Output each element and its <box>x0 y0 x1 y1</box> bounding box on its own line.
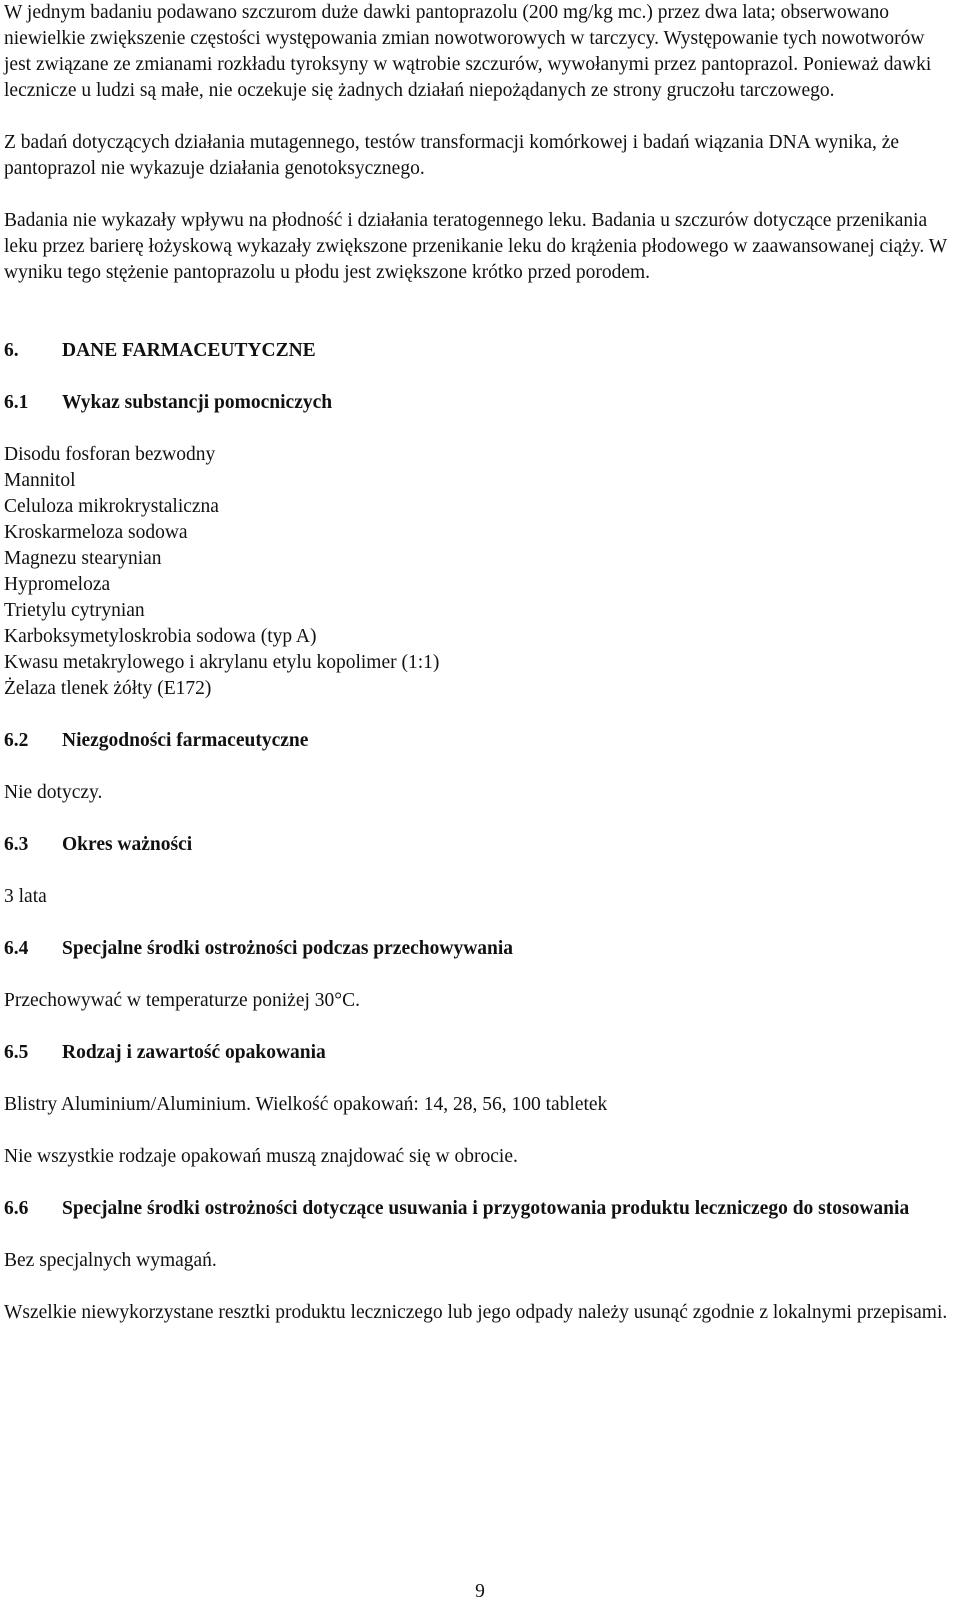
list-item: Celuloza mikrokrystaliczna <box>4 496 219 517</box>
list-item: Disodu fosforan bezwodny <box>4 444 216 465</box>
list-item: Trietylu cytrynian <box>4 600 145 621</box>
paragraph-carcinogenicity: W jednym badaniu podawano szczurom duże dawki pantoprazolu (200 mg/kg mc.) przez dwa lata; obserwowano niewielkie zwiększenie częstości występowania zmian nowotworowych w tarczycy. Występowanie tych nowotworów jest związane ze zmianami rozkładu tyroksyny w wątrobie szczurów, wywołanymi przez pantoprazol. Ponieważ dawki lecznicze u ludzi są małe, nie oczekuje się żadnych działań niepożądanych ze strony gruczołu tarczowego. <box>4 2 932 101</box>
section-number: 6.2 <box>4 730 29 751</box>
list-item: Hypromeloza <box>4 574 111 595</box>
list-item: Żelaza tlenek żółty (E172) <box>4 678 212 699</box>
paragraph-fertility: Badania nie wykazały wpływu na płodność i działania teratogennego leku. Badania u szczurów dotyczące przenikania leku przez barierę łożyskową wykazały zwiększone przenikanie leku do krążenia płodowego w zaawansowanej ciąży. W wyniku tego stężenie pantoprazolu u płodu jest zwiększone krótko przed porodem. <box>4 210 947 283</box>
section-title: Specjalne środki ostrożności podczas przechowywania <box>62 938 514 959</box>
document-page <box>4 0 954 1326</box>
section-title: Niezgodności farmaceutyczne <box>62 730 309 751</box>
section-number: 6. <box>4 340 19 361</box>
section-number: 6.5 <box>4 1042 29 1063</box>
page-number: 9 <box>475 1581 485 1602</box>
paragraph-mutagenicity: Z badań dotyczących działania mutagennego, testów transformacji komórkowej i badań wiązania DNA wynika, że pantoprazol nie wykazuje działania genotoksycznego. <box>4 132 900 179</box>
list-item: Mannitol <box>4 470 76 491</box>
section-6-heading <box>4 338 954 364</box>
incompatibilities-text: Nie dotyczy. <box>4 782 103 803</box>
shelf-life-text: 3 lata <box>4 886 47 907</box>
list-item: Kwasu metakrylowego i akrylanu etylu kopolimer (1:1) <box>4 652 440 673</box>
storage-text: Przechowywać w temperaturze poniżej 30°C. <box>4 990 360 1011</box>
section-title: Wykaz substancji pomocniczych <box>62 392 333 413</box>
section-6-6-heading <box>4 1196 954 1222</box>
list-item: Magnezu stearynian <box>4 548 162 569</box>
section-6-4-heading <box>4 936 954 962</box>
section-title: DANE FARMACEUTYCZNE <box>62 340 316 361</box>
disposal-text: Bez specjalnych wymagań. <box>4 1250 217 1271</box>
section-title: Specjalne środki ostrożności dotyczące usuwania i przygotowania produktu leczniczego do stosowania <box>62 1198 910 1219</box>
excipients-list <box>4 442 954 702</box>
section-6-2-heading <box>4 728 954 754</box>
section-6-1-heading <box>4 390 954 416</box>
section-title: Rodzaj i zawartość opakowania <box>62 1042 326 1063</box>
list-item: Kroskarmeloza sodowa <box>4 522 188 543</box>
section-number: 6.4 <box>4 938 29 959</box>
disposal-note-text: Wszelkie niewykorzystane resztki produktu leczniczego lub jego odpady należy usunąć zgodnie z lokalnymi przepisami. <box>4 1302 948 1323</box>
section-6-5-heading <box>4 1040 954 1066</box>
section-number: 6.6 <box>4 1198 29 1219</box>
list-item: Karboksymetyloskrobia sodowa (typ A) <box>4 626 317 647</box>
section-number: 6.3 <box>4 834 29 855</box>
marketing-note-text: Nie wszystkie rodzaje opakowań muszą znajdować się w obrocie. <box>4 1146 518 1167</box>
section-number: 6.1 <box>4 392 29 413</box>
section-6-3-heading <box>4 832 954 858</box>
packaging-text: Blistry Aluminium/Aluminium. Wielkość opakowań: 14, 28, 56, 100 tabletek <box>4 1094 608 1115</box>
section-title: Okres ważności <box>62 834 193 855</box>
